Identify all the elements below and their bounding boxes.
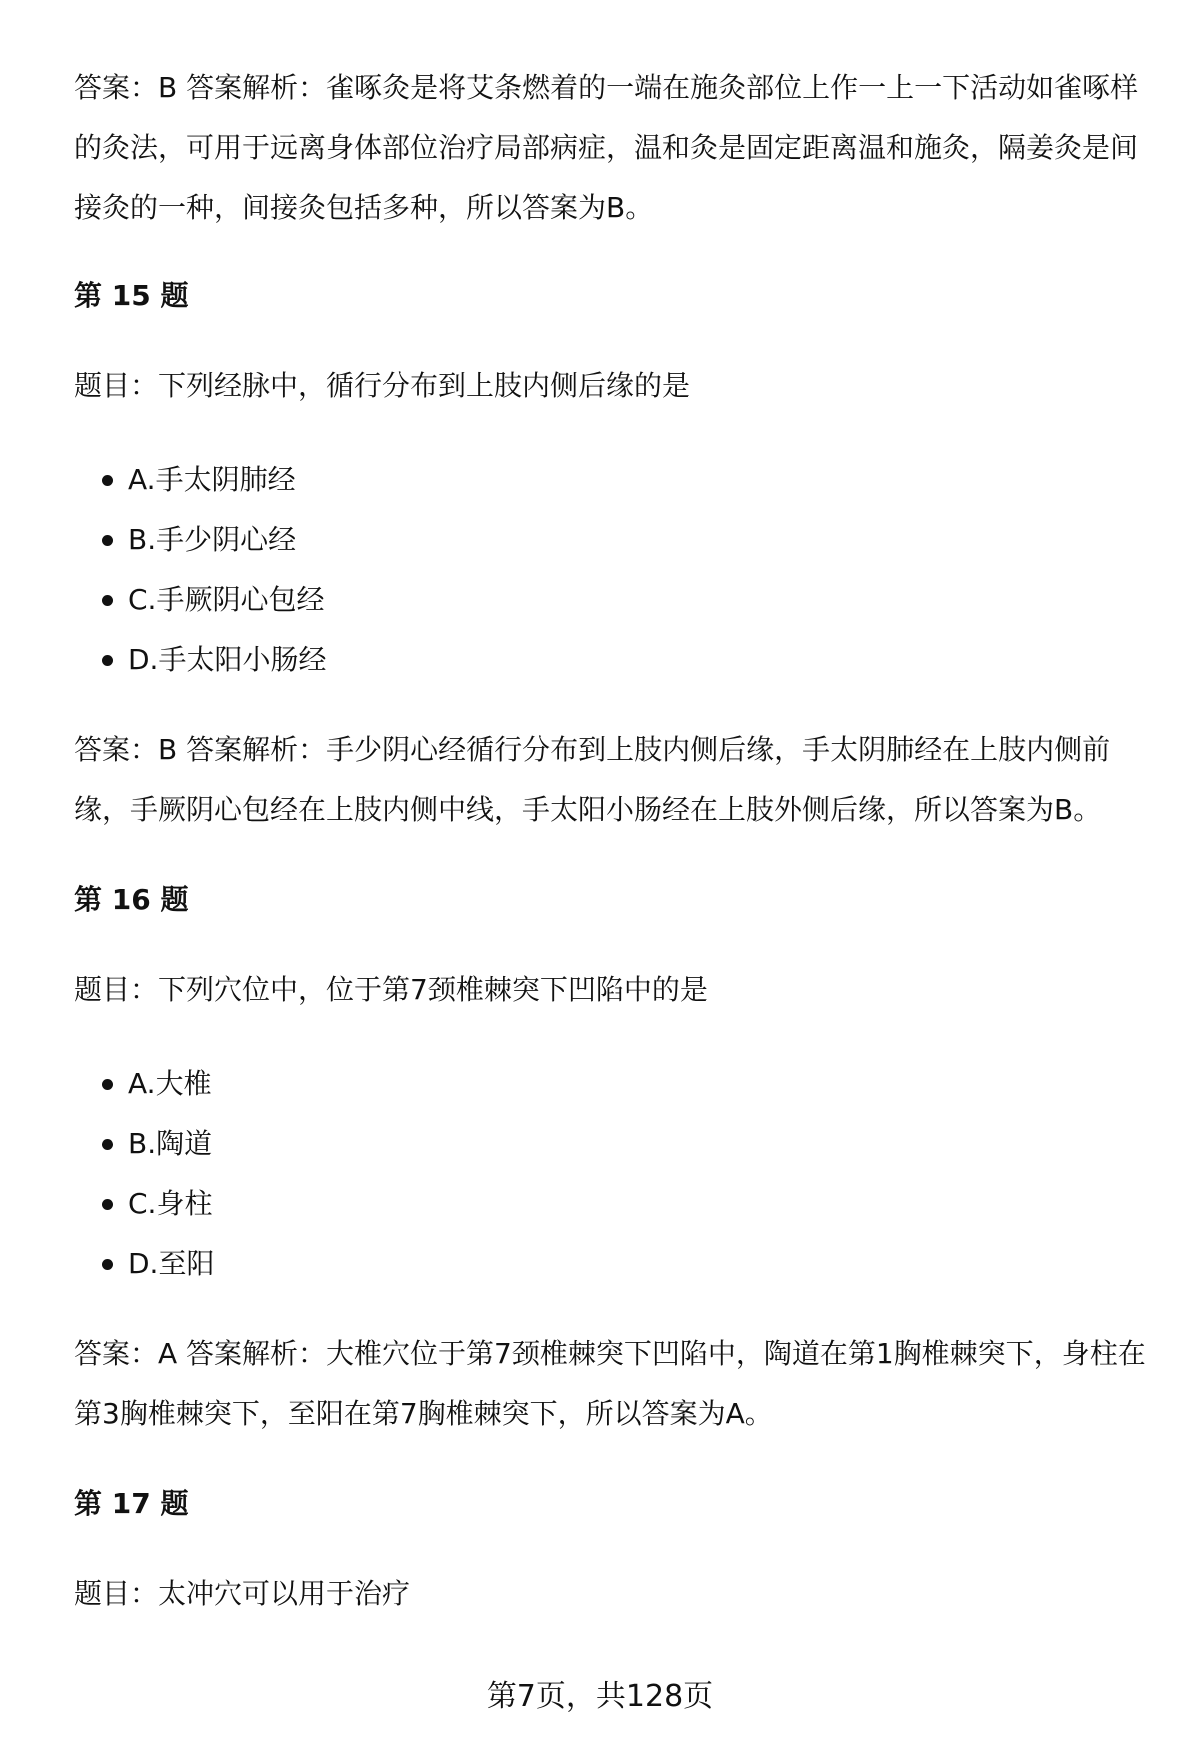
option-label: D.手太阳小肠经 [128,643,327,676]
answer-paragraph-q15: 答案：B 答案解析：手少阴心经循行分布到上肢内侧后缘，手太阴肺经在上肢内侧前缘，手厥阴心包经在上肢内侧中线，手太阳小肠经在上肢外侧后缘，所以答案为B。 [74,733,1111,826]
option-label: C.身柱 [128,1187,213,1220]
bullet-icon [102,595,113,606]
option-label: A.大椎 [128,1067,212,1100]
bullet-icon [102,1079,113,1090]
option-item [74,510,1154,570]
bullet-icon [102,1199,113,1210]
bullet-icon [102,655,113,666]
option-item [74,1114,1154,1174]
option-label: A.手太阴肺经 [128,463,296,496]
answer-paragraph-q16: 答案：A 答案解析：大椎穴位于第7颈椎棘突下凹陷中，陶道在第1胸椎棘突下，身柱在第3胸椎棘突下，至阳在第7胸椎棘突下，所以答案为A。 [74,1337,1146,1430]
bullet-icon [102,1259,113,1270]
option-label: C.手厥阴心包经 [128,583,325,616]
question-heading-17: 第 17 题 [74,1487,189,1520]
option-item [74,630,1154,690]
option-item [74,1234,1154,1294]
option-label: B.陶道 [128,1127,213,1160]
options-list-15 [74,450,1154,690]
options-list-16 [74,1054,1154,1294]
document-page [74,58,1154,1624]
bullet-icon [102,1139,113,1150]
option-item [74,450,1154,510]
bullet-icon [102,535,113,546]
option-item [74,1054,1154,1114]
option-item [74,1174,1154,1234]
question-heading-16: 第 16 题 [74,883,189,916]
question-text-15: 题目：下列经脉中，循行分布到上肢内侧后缘的是 [74,369,691,402]
question-text-16: 题目：下列穴位中，位于第7颈椎棘突下凹陷中的是 [74,973,708,1006]
answer-paragraph-q14: 答案：B 答案解析：雀啄灸是将艾条燃着的一端在施灸部位上作一上一下活动如雀啄样的灸法，可用于远离身体部位治疗局部病症，温和灸是固定距离温和施灸，隔姜灸是间接灸的一种，间接灸包括多种，所以答案为B。 [74,71,1139,224]
bullet-icon [102,475,113,486]
question-text-17: 题目：太冲穴可以用于治疗 [74,1577,411,1610]
option-label: D.至阳 [128,1247,215,1280]
option-item [74,570,1154,630]
page-number: 第7页，共128页 [486,1679,714,1714]
option-label: B.手少阴心经 [128,523,297,556]
question-heading-15: 第 15 题 [74,279,189,312]
